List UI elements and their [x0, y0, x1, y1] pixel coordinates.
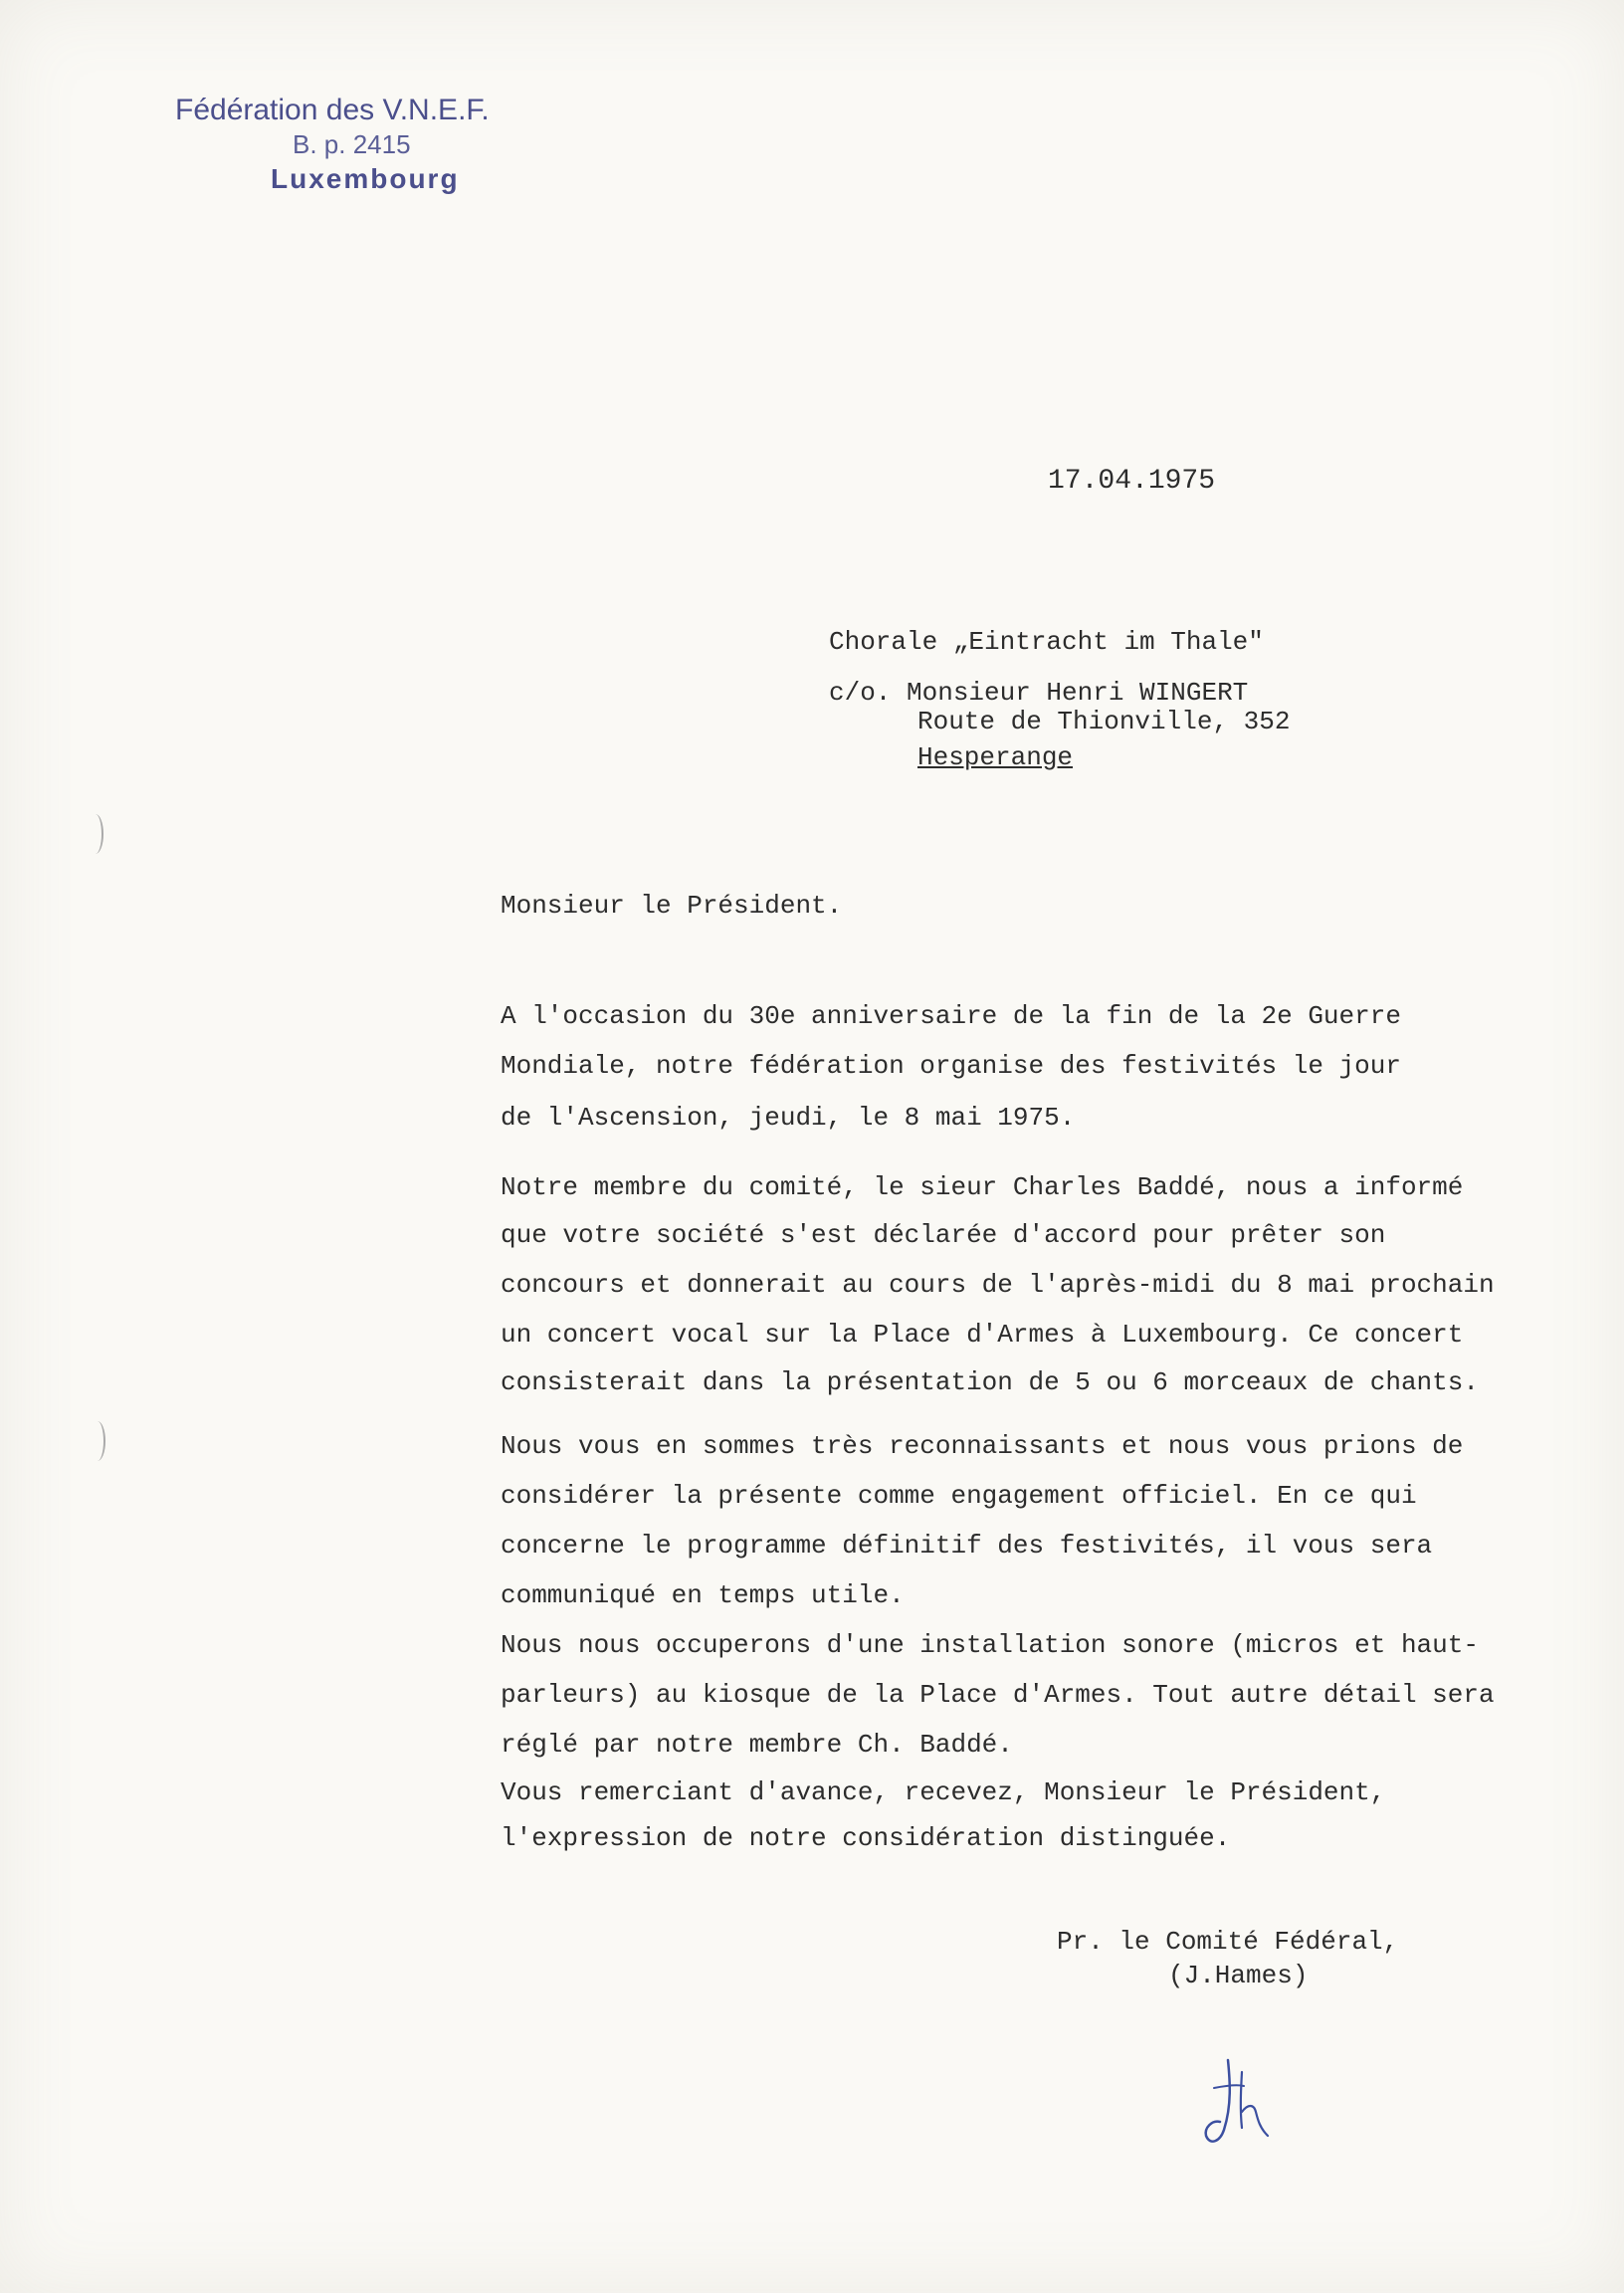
salutation: Monsieur le Président.	[501, 891, 843, 921]
p2-line-1: Notre membre du comité, le sieur Charles Baddé, nous a informé	[501, 1172, 1464, 1202]
p1-line-1: A l'occasion du 30e anniversaire de la fin de la 2e Guerre	[501, 1001, 1401, 1031]
closing-committee: Pr. le Comité Fédéral,	[1057, 1927, 1399, 1957]
p2-line-4: un concert vocal sur la Place d'Armes à Luxembourg. Ce concert	[501, 1320, 1464, 1350]
p3-line-1: Nous vous en sommes très reconnaissants et nous vous prions de	[501, 1431, 1464, 1461]
p3-line-4: communiqué en temps utile.	[501, 1580, 905, 1610]
letterhead-org: Fédération des V.N.E.F.	[175, 94, 490, 126]
recipient-line-1: Chorale „Eintracht im Thale"	[829, 627, 1264, 657]
p1-line-3: de l'Ascension, jeudi, le 8 mai 1975.	[501, 1103, 1076, 1133]
p3-line-2: considérer la présente comme engagement officiel. En ce qui	[501, 1481, 1417, 1511]
p3-line-7: réglé par notre membre Ch. Baddé.	[501, 1730, 1013, 1760]
p3-line-9: l'expression de notre considération distinguée.	[501, 1823, 1231, 1853]
p1-line-2: Mondiale, notre fédération organise des festivités le jour	[501, 1051, 1401, 1081]
margin-mark-top	[88, 814, 103, 854]
closing-name: (J.Hames)	[1168, 1961, 1309, 1990]
recipient-line-2: c/o. Monsieur Henri WINGERT	[829, 678, 1249, 708]
letterhead-city: Luxembourg	[271, 163, 460, 194]
p2-line-5: consisterait dans la présentation de 5 ou 6 morceaux de chants.	[501, 1367, 1479, 1397]
p2-line-3: concours et donnerait au cours de l'après-midi du 8 mai prochain	[501, 1270, 1495, 1300]
p2-line-2: que votre société s'est déclarée d'accord pour prêter son	[501, 1220, 1386, 1250]
letterhead-po-box: B. p. 2415	[293, 129, 411, 159]
letter-date: 17.04.1975	[1048, 466, 1216, 497]
p3-line-5: Nous nous occuperons d'une installation sonore (micros et haut-	[501, 1630, 1479, 1660]
recipient-line-4: Hesperange	[917, 742, 1074, 772]
margin-mark-bottom	[90, 1421, 105, 1461]
p3-line-8: Vous remerciant d'avance, recevez, Monsieur le Président,	[501, 1777, 1386, 1807]
recipient-line-3: Route de Thionville, 352	[917, 707, 1291, 736]
p3-line-6: parleurs) au kiosque de la Place d'Armes. Tout autre détail sera	[501, 1680, 1495, 1710]
signature	[1194, 2050, 1284, 2160]
p3-line-3: concerne le programme définitif des festivités, il vous sera	[501, 1531, 1433, 1561]
